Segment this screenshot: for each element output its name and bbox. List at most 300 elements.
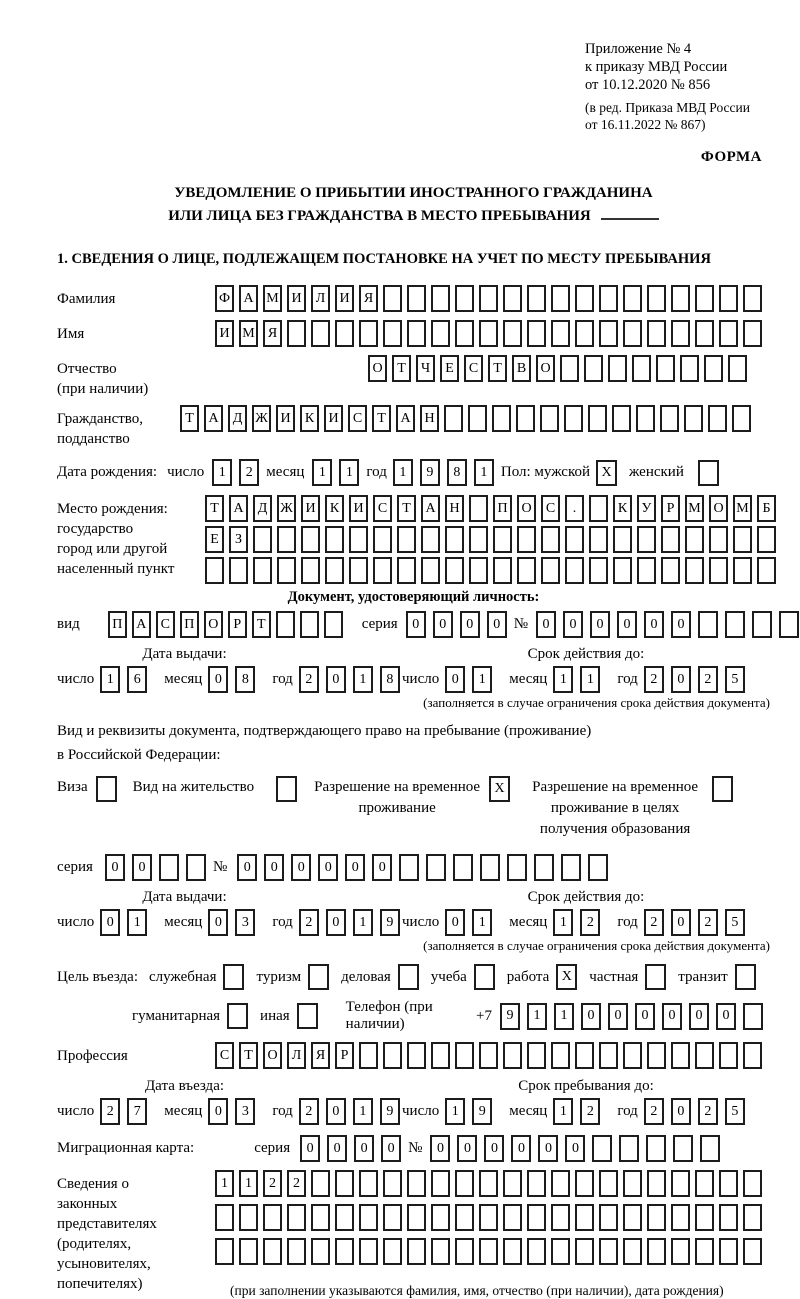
form-cell[interactable] bbox=[599, 1238, 618, 1265]
form-cell[interactable]: Т bbox=[488, 355, 507, 382]
form-cell[interactable]: Т bbox=[397, 495, 416, 522]
form-cell[interactable]: О bbox=[263, 1042, 282, 1069]
form-cell[interactable]: О bbox=[536, 355, 555, 382]
form-cell[interactable] bbox=[779, 611, 799, 638]
form-cell[interactable] bbox=[493, 557, 512, 584]
form-cell[interactable] bbox=[399, 854, 419, 881]
form-cell[interactable] bbox=[709, 557, 728, 584]
form-cell[interactable] bbox=[695, 1170, 714, 1197]
form-cell[interactable]: А bbox=[229, 495, 248, 522]
form-cell[interactable] bbox=[335, 1204, 354, 1231]
form-cell[interactable]: П bbox=[180, 611, 199, 638]
form-cell[interactable] bbox=[349, 526, 368, 553]
form-cell[interactable] bbox=[287, 1238, 306, 1265]
form-cell[interactable] bbox=[455, 1042, 474, 1069]
form-cell[interactable] bbox=[300, 611, 319, 638]
form-cell[interactable] bbox=[695, 320, 714, 347]
purpose-other-checkbox[interactable] bbox=[297, 1003, 318, 1029]
form-cell[interactable] bbox=[698, 611, 718, 638]
form-cell[interactable]: 2 bbox=[698, 909, 718, 936]
form-cell[interactable]: А bbox=[396, 405, 415, 432]
form-cell[interactable] bbox=[469, 495, 488, 522]
purpose-business-checkbox[interactable] bbox=[398, 964, 419, 990]
option-temp-residence-checkbox[interactable]: X bbox=[489, 776, 510, 802]
form-cell[interactable] bbox=[445, 557, 464, 584]
form-cell[interactable] bbox=[565, 557, 584, 584]
form-cell[interactable] bbox=[661, 526, 680, 553]
form-cell[interactable] bbox=[311, 320, 330, 347]
form-cell[interactable]: 9 bbox=[500, 1003, 520, 1030]
form-cell[interactable]: 0 bbox=[433, 611, 453, 638]
form-cell[interactable] bbox=[599, 285, 618, 312]
form-cell[interactable]: П bbox=[493, 495, 512, 522]
form-cell[interactable] bbox=[383, 285, 402, 312]
form-cell[interactable] bbox=[725, 611, 745, 638]
form-cell[interactable] bbox=[479, 1170, 498, 1197]
purpose-private-checkbox[interactable] bbox=[645, 964, 666, 990]
form-cell[interactable]: К bbox=[300, 405, 319, 432]
form-cell[interactable] bbox=[349, 557, 368, 584]
form-cell[interactable] bbox=[239, 1204, 258, 1231]
form-cell[interactable] bbox=[623, 320, 642, 347]
form-cell[interactable]: 0 bbox=[689, 1003, 709, 1030]
form-cell[interactable]: 0 bbox=[208, 666, 228, 693]
form-cell[interactable] bbox=[383, 1204, 402, 1231]
form-cell[interactable]: 1 bbox=[353, 666, 373, 693]
form-cell[interactable]: Р bbox=[661, 495, 680, 522]
form-cell[interactable] bbox=[276, 611, 295, 638]
form-cell[interactable] bbox=[637, 557, 656, 584]
form-cell[interactable] bbox=[743, 1003, 763, 1030]
form-cell[interactable] bbox=[613, 526, 632, 553]
form-cell[interactable] bbox=[743, 1238, 762, 1265]
form-cell[interactable]: 2 bbox=[263, 1170, 282, 1197]
form-cell[interactable] bbox=[551, 1042, 570, 1069]
form-cell[interactable]: Б bbox=[757, 495, 776, 522]
form-cell[interactable]: 1 bbox=[472, 909, 492, 936]
form-cell[interactable] bbox=[159, 854, 179, 881]
form-cell[interactable] bbox=[503, 285, 522, 312]
form-cell[interactable] bbox=[685, 557, 704, 584]
form-cell[interactable]: 1 bbox=[580, 666, 600, 693]
form-cell[interactable]: 2 bbox=[580, 909, 600, 936]
form-cell[interactable]: 0 bbox=[635, 1003, 655, 1030]
form-cell[interactable]: О bbox=[709, 495, 728, 522]
form-cell[interactable] bbox=[623, 1042, 642, 1069]
form-cell[interactable] bbox=[301, 526, 320, 553]
form-cell[interactable] bbox=[647, 1204, 666, 1231]
form-cell[interactable]: 0 bbox=[671, 611, 691, 638]
form-cell[interactable]: 7 bbox=[127, 1098, 147, 1125]
form-cell[interactable]: Ж bbox=[252, 405, 271, 432]
form-cell[interactable] bbox=[527, 1042, 546, 1069]
form-cell[interactable]: Д bbox=[228, 405, 247, 432]
form-cell[interactable]: 1 bbox=[553, 666, 573, 693]
form-cell[interactable]: 1 bbox=[474, 459, 494, 486]
form-cell[interactable] bbox=[359, 1238, 378, 1265]
form-cell[interactable] bbox=[503, 1170, 522, 1197]
form-cell[interactable]: 5 bbox=[725, 666, 745, 693]
form-cell[interactable] bbox=[575, 285, 594, 312]
form-cell[interactable]: Е bbox=[440, 355, 459, 382]
form-cell[interactable] bbox=[551, 1204, 570, 1231]
form-cell[interactable] bbox=[599, 1170, 618, 1197]
purpose-humanitarian-checkbox[interactable] bbox=[227, 1003, 248, 1029]
form-cell[interactable]: 1 bbox=[353, 909, 373, 936]
form-cell[interactable] bbox=[660, 405, 679, 432]
form-cell[interactable] bbox=[383, 1042, 402, 1069]
form-cell[interactable]: 0 bbox=[608, 1003, 628, 1030]
form-cell[interactable] bbox=[646, 1135, 666, 1162]
form-cell[interactable]: С bbox=[348, 405, 367, 432]
form-cell[interactable]: Л bbox=[287, 1042, 306, 1069]
form-cell[interactable] bbox=[527, 285, 546, 312]
form-cell[interactable]: Я bbox=[311, 1042, 330, 1069]
form-cell[interactable]: 0 bbox=[581, 1003, 601, 1030]
form-cell[interactable] bbox=[757, 557, 776, 584]
form-cell[interactable] bbox=[733, 526, 752, 553]
form-cell[interactable] bbox=[541, 526, 560, 553]
form-cell[interactable]: 9 bbox=[472, 1098, 492, 1125]
form-cell[interactable] bbox=[431, 320, 450, 347]
purpose-official-checkbox[interactable] bbox=[223, 964, 244, 990]
purpose-study-checkbox[interactable] bbox=[474, 964, 495, 990]
form-cell[interactable] bbox=[383, 1170, 402, 1197]
form-cell[interactable]: 0 bbox=[326, 909, 346, 936]
option-temp-residence-edu-checkbox[interactable] bbox=[712, 776, 733, 802]
form-cell[interactable] bbox=[426, 854, 446, 881]
form-cell[interactable] bbox=[743, 1204, 762, 1231]
form-cell[interactable] bbox=[575, 1170, 594, 1197]
purpose-work-checkbox[interactable]: X bbox=[556, 964, 577, 990]
form-cell[interactable]: 0 bbox=[326, 666, 346, 693]
form-cell[interactable] bbox=[540, 405, 559, 432]
form-cell[interactable]: С bbox=[373, 495, 392, 522]
form-cell[interactable] bbox=[253, 526, 272, 553]
form-cell[interactable] bbox=[534, 854, 554, 881]
form-cell[interactable] bbox=[479, 1238, 498, 1265]
form-cell[interactable] bbox=[575, 1204, 594, 1231]
form-cell[interactable] bbox=[397, 557, 416, 584]
form-cell[interactable]: 1 bbox=[554, 1003, 574, 1030]
form-cell[interactable]: 0 bbox=[445, 909, 465, 936]
sex-male-checkbox[interactable]: X bbox=[596, 460, 617, 486]
form-cell[interactable] bbox=[359, 1204, 378, 1231]
form-cell[interactable]: 0 bbox=[100, 909, 120, 936]
form-cell[interactable] bbox=[671, 320, 690, 347]
form-cell[interactable]: И bbox=[287, 285, 306, 312]
form-cell[interactable] bbox=[708, 405, 727, 432]
form-cell[interactable] bbox=[588, 854, 608, 881]
form-cell[interactable] bbox=[732, 405, 751, 432]
form-cell[interactable]: 0 bbox=[445, 666, 465, 693]
form-cell[interactable] bbox=[673, 1135, 693, 1162]
form-cell[interactable] bbox=[431, 1204, 450, 1231]
form-cell[interactable] bbox=[253, 557, 272, 584]
form-cell[interactable]: Ф bbox=[215, 285, 234, 312]
form-cell[interactable]: 9 bbox=[420, 459, 440, 486]
form-cell[interactable] bbox=[647, 1170, 666, 1197]
form-cell[interactable]: 2 bbox=[100, 1098, 120, 1125]
form-cell[interactable]: О bbox=[204, 611, 223, 638]
form-cell[interactable]: 2 bbox=[287, 1170, 306, 1197]
form-cell[interactable] bbox=[636, 405, 655, 432]
form-cell[interactable]: 0 bbox=[457, 1135, 477, 1162]
form-cell[interactable]: У bbox=[637, 495, 656, 522]
form-cell[interactable]: Т bbox=[180, 405, 199, 432]
form-cell[interactable] bbox=[728, 355, 747, 382]
form-cell[interactable] bbox=[373, 526, 392, 553]
form-cell[interactable]: 1 bbox=[239, 1170, 258, 1197]
form-cell[interactable] bbox=[551, 320, 570, 347]
form-cell[interactable]: 1 bbox=[553, 1098, 573, 1125]
form-cell[interactable] bbox=[527, 1238, 546, 1265]
form-cell[interactable]: М bbox=[263, 285, 282, 312]
form-cell[interactable] bbox=[632, 355, 651, 382]
form-cell[interactable] bbox=[592, 1135, 612, 1162]
form-cell[interactable] bbox=[311, 1238, 330, 1265]
form-cell[interactable]: П bbox=[108, 611, 127, 638]
form-cell[interactable]: 0 bbox=[237, 854, 257, 881]
form-cell[interactable] bbox=[733, 557, 752, 584]
form-cell[interactable]: З bbox=[229, 526, 248, 553]
form-cell[interactable]: Н bbox=[420, 405, 439, 432]
form-cell[interactable]: 0 bbox=[291, 854, 311, 881]
form-cell[interactable]: Е bbox=[205, 526, 224, 553]
form-cell[interactable] bbox=[719, 1042, 738, 1069]
form-cell[interactable] bbox=[445, 526, 464, 553]
form-cell[interactable] bbox=[671, 1204, 690, 1231]
form-cell[interactable] bbox=[335, 320, 354, 347]
form-cell[interactable] bbox=[647, 1238, 666, 1265]
form-cell[interactable] bbox=[229, 557, 248, 584]
form-cell[interactable]: 1 bbox=[527, 1003, 547, 1030]
form-cell[interactable]: А bbox=[204, 405, 223, 432]
form-cell[interactable] bbox=[752, 611, 772, 638]
form-cell[interactable] bbox=[301, 557, 320, 584]
form-cell[interactable] bbox=[335, 1238, 354, 1265]
form-cell[interactable] bbox=[407, 1170, 426, 1197]
form-cell[interactable]: И bbox=[215, 320, 234, 347]
form-cell[interactable] bbox=[407, 320, 426, 347]
form-cell[interactable]: 1 bbox=[212, 459, 232, 486]
form-cell[interactable] bbox=[584, 355, 603, 382]
form-cell[interactable] bbox=[743, 285, 762, 312]
form-cell[interactable]: Т bbox=[252, 611, 271, 638]
form-cell[interactable]: 3 bbox=[235, 1098, 255, 1125]
form-cell[interactable] bbox=[661, 557, 680, 584]
form-cell[interactable] bbox=[215, 1204, 234, 1231]
form-cell[interactable]: 1 bbox=[339, 459, 359, 486]
form-cell[interactable]: 0 bbox=[644, 611, 664, 638]
form-cell[interactable]: 0 bbox=[105, 854, 125, 881]
form-cell[interactable]: 0 bbox=[590, 611, 610, 638]
form-cell[interactable] bbox=[469, 526, 488, 553]
form-cell[interactable] bbox=[469, 557, 488, 584]
form-cell[interactable]: 2 bbox=[299, 666, 319, 693]
form-cell[interactable] bbox=[383, 1238, 402, 1265]
form-cell[interactable] bbox=[612, 405, 631, 432]
form-cell[interactable]: 9 bbox=[380, 1098, 400, 1125]
form-cell[interactable] bbox=[444, 405, 463, 432]
form-cell[interactable] bbox=[215, 1238, 234, 1265]
form-cell[interactable] bbox=[671, 285, 690, 312]
form-cell[interactable] bbox=[493, 526, 512, 553]
form-cell[interactable]: 6 bbox=[127, 666, 147, 693]
form-cell[interactable]: 0 bbox=[484, 1135, 504, 1162]
form-cell[interactable]: 0 bbox=[372, 854, 392, 881]
form-cell[interactable]: Я bbox=[359, 285, 378, 312]
form-cell[interactable] bbox=[239, 1238, 258, 1265]
form-cell[interactable]: 2 bbox=[698, 1098, 718, 1125]
form-cell[interactable] bbox=[575, 320, 594, 347]
form-cell[interactable] bbox=[455, 1238, 474, 1265]
form-cell[interactable] bbox=[719, 285, 738, 312]
form-cell[interactable] bbox=[589, 495, 608, 522]
form-cell[interactable] bbox=[527, 320, 546, 347]
form-cell[interactable] bbox=[623, 1238, 642, 1265]
form-cell[interactable]: Н bbox=[445, 495, 464, 522]
sex-female-checkbox[interactable] bbox=[698, 460, 719, 486]
form-cell[interactable] bbox=[383, 320, 402, 347]
form-cell[interactable] bbox=[623, 285, 642, 312]
form-cell[interactable] bbox=[455, 1204, 474, 1231]
form-cell[interactable]: 0 bbox=[716, 1003, 736, 1030]
form-cell[interactable]: И bbox=[276, 405, 295, 432]
form-cell[interactable] bbox=[719, 1170, 738, 1197]
form-cell[interactable]: Р bbox=[228, 611, 247, 638]
form-cell[interactable] bbox=[359, 1170, 378, 1197]
form-cell[interactable]: 0 bbox=[132, 854, 152, 881]
form-cell[interactable]: Л bbox=[311, 285, 330, 312]
form-cell[interactable] bbox=[704, 355, 723, 382]
form-cell[interactable] bbox=[277, 526, 296, 553]
form-cell[interactable]: 5 bbox=[725, 909, 745, 936]
form-cell[interactable] bbox=[480, 854, 500, 881]
form-cell[interactable]: 0 bbox=[354, 1135, 374, 1162]
form-cell[interactable]: 0 bbox=[327, 1135, 347, 1162]
option-visa-checkbox[interactable] bbox=[96, 776, 117, 802]
form-cell[interactable] bbox=[503, 320, 522, 347]
form-cell[interactable] bbox=[695, 1204, 714, 1231]
form-cell[interactable]: 1 bbox=[353, 1098, 373, 1125]
form-cell[interactable] bbox=[589, 526, 608, 553]
form-cell[interactable] bbox=[623, 1204, 642, 1231]
form-cell[interactable] bbox=[287, 1204, 306, 1231]
form-cell[interactable]: М bbox=[685, 495, 704, 522]
form-cell[interactable]: 9 bbox=[380, 909, 400, 936]
form-cell[interactable]: 1 bbox=[312, 459, 332, 486]
form-cell[interactable]: Я bbox=[263, 320, 282, 347]
option-residence-permit-checkbox[interactable] bbox=[276, 776, 297, 802]
form-cell[interactable] bbox=[671, 1238, 690, 1265]
form-cell[interactable]: 8 bbox=[447, 459, 467, 486]
form-cell[interactable]: 2 bbox=[299, 909, 319, 936]
form-cell[interactable] bbox=[527, 1204, 546, 1231]
form-cell[interactable]: 2 bbox=[698, 666, 718, 693]
form-cell[interactable] bbox=[468, 405, 487, 432]
form-cell[interactable]: 0 bbox=[538, 1135, 558, 1162]
form-cell[interactable] bbox=[517, 526, 536, 553]
form-cell[interactable]: О bbox=[368, 355, 387, 382]
form-cell[interactable]: 1 bbox=[553, 909, 573, 936]
form-cell[interactable] bbox=[455, 320, 474, 347]
form-cell[interactable]: 8 bbox=[235, 666, 255, 693]
form-cell[interactable]: И bbox=[335, 285, 354, 312]
form-cell[interactable]: 3 bbox=[235, 909, 255, 936]
purpose-tourism-checkbox[interactable] bbox=[308, 964, 329, 990]
form-cell[interactable] bbox=[719, 1238, 738, 1265]
form-cell[interactable]: М bbox=[239, 320, 258, 347]
form-cell[interactable] bbox=[743, 320, 762, 347]
form-cell[interactable] bbox=[551, 1170, 570, 1197]
form-cell[interactable]: Т bbox=[239, 1042, 258, 1069]
form-cell[interactable]: 0 bbox=[671, 1098, 691, 1125]
form-cell[interactable]: . bbox=[565, 495, 584, 522]
form-cell[interactable]: 1 bbox=[215, 1170, 234, 1197]
form-cell[interactable]: Т bbox=[392, 355, 411, 382]
form-cell[interactable]: Р bbox=[335, 1042, 354, 1069]
form-cell[interactable]: 0 bbox=[487, 611, 507, 638]
form-cell[interactable] bbox=[407, 1204, 426, 1231]
form-cell[interactable]: 0 bbox=[617, 611, 637, 638]
form-cell[interactable] bbox=[551, 285, 570, 312]
form-cell[interactable] bbox=[619, 1135, 639, 1162]
form-cell[interactable] bbox=[516, 405, 535, 432]
form-cell[interactable]: Т bbox=[205, 495, 224, 522]
form-cell[interactable] bbox=[455, 285, 474, 312]
form-cell[interactable] bbox=[186, 854, 206, 881]
form-cell[interactable] bbox=[551, 1238, 570, 1265]
form-cell[interactable]: Ч bbox=[416, 355, 435, 382]
form-cell[interactable] bbox=[685, 526, 704, 553]
form-cell[interactable]: 1 bbox=[127, 909, 147, 936]
form-cell[interactable] bbox=[277, 557, 296, 584]
form-cell[interactable] bbox=[671, 1170, 690, 1197]
form-cell[interactable] bbox=[561, 854, 581, 881]
form-cell[interactable] bbox=[479, 1204, 498, 1231]
form-cell[interactable]: 0 bbox=[536, 611, 556, 638]
form-cell[interactable]: А bbox=[239, 285, 258, 312]
form-cell[interactable] bbox=[599, 320, 618, 347]
form-cell[interactable]: А bbox=[421, 495, 440, 522]
form-cell[interactable] bbox=[492, 405, 511, 432]
form-cell[interactable] bbox=[680, 355, 699, 382]
form-cell[interactable] bbox=[719, 320, 738, 347]
form-cell[interactable]: 0 bbox=[430, 1135, 450, 1162]
form-cell[interactable] bbox=[656, 355, 675, 382]
form-cell[interactable]: К bbox=[613, 495, 632, 522]
form-cell[interactable] bbox=[564, 405, 583, 432]
form-cell[interactable]: И bbox=[349, 495, 368, 522]
form-cell[interactable] bbox=[407, 285, 426, 312]
form-cell[interactable] bbox=[560, 355, 579, 382]
form-cell[interactable]: Т bbox=[372, 405, 391, 432]
form-cell[interactable]: 0 bbox=[208, 1098, 228, 1125]
form-cell[interactable] bbox=[397, 526, 416, 553]
form-cell[interactable] bbox=[647, 1042, 666, 1069]
form-cell[interactable]: 1 bbox=[393, 459, 413, 486]
form-cell[interactable] bbox=[541, 557, 560, 584]
form-cell[interactable] bbox=[431, 1042, 450, 1069]
form-cell[interactable] bbox=[588, 405, 607, 432]
form-cell[interactable]: В bbox=[512, 355, 531, 382]
form-cell[interactable] bbox=[507, 854, 527, 881]
form-cell[interactable] bbox=[205, 557, 224, 584]
form-cell[interactable]: С bbox=[215, 1042, 234, 1069]
form-cell[interactable] bbox=[517, 557, 536, 584]
form-cell[interactable]: 0 bbox=[662, 1003, 682, 1030]
